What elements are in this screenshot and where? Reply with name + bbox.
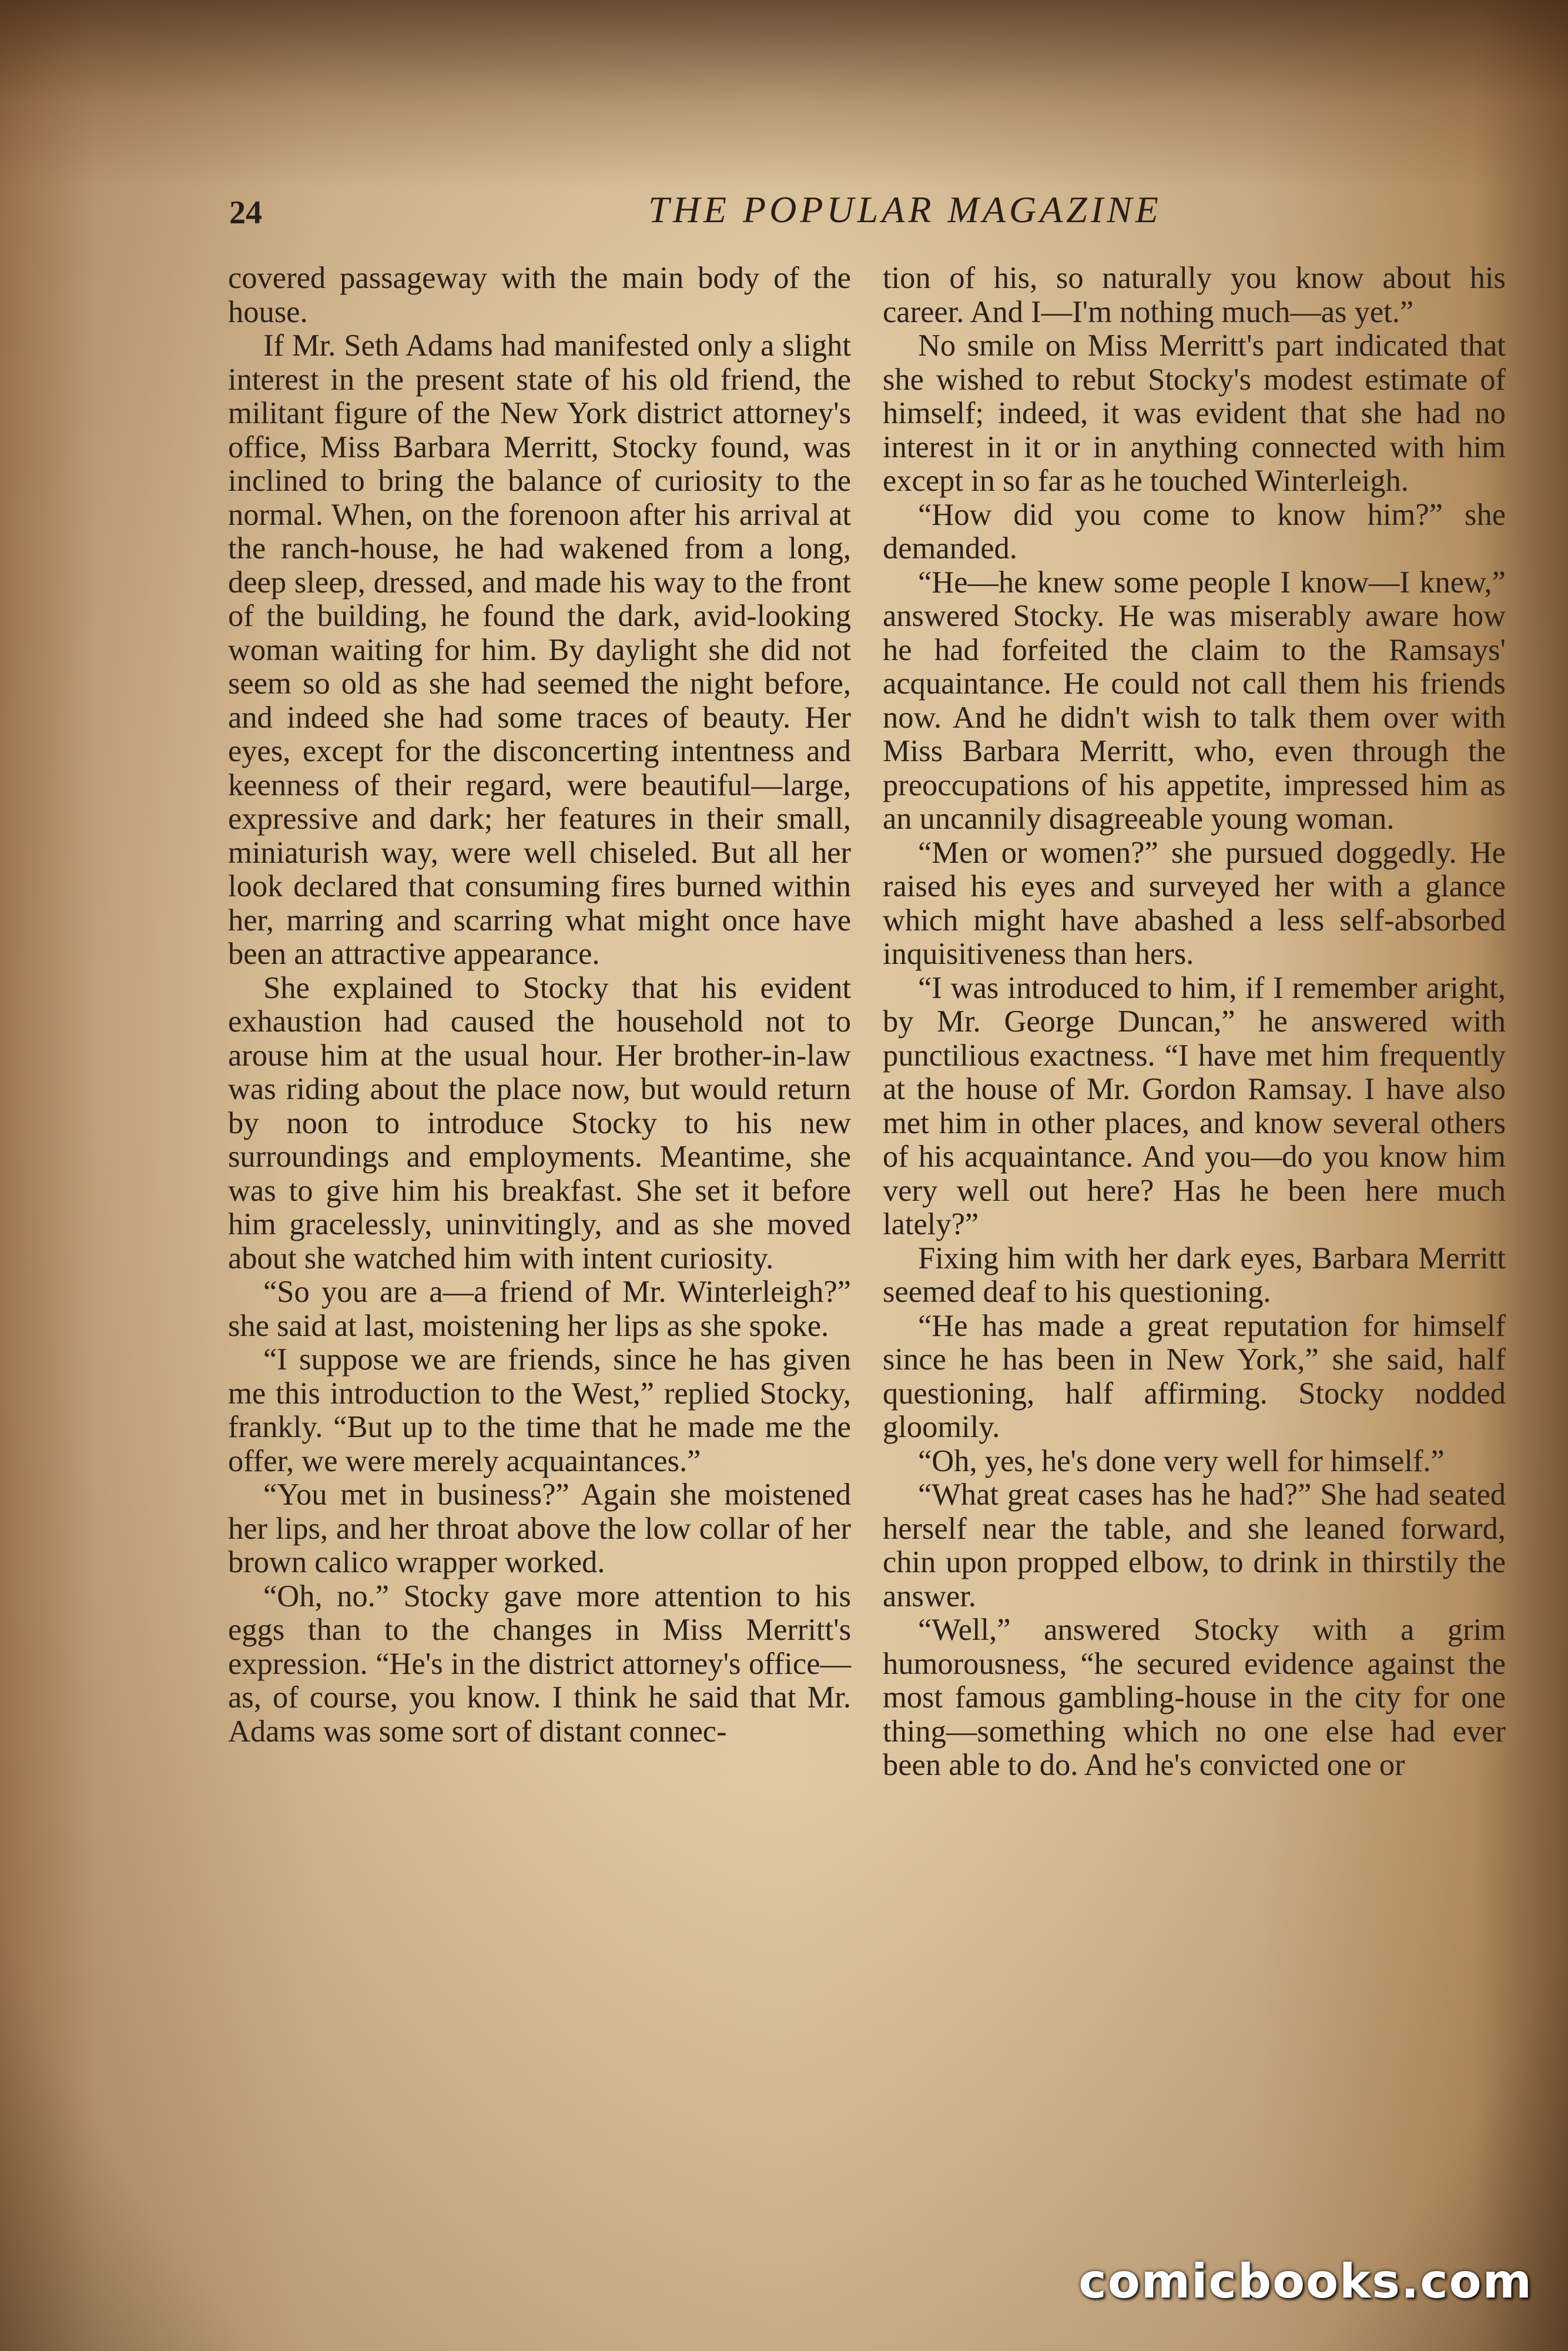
paragraph: covered passageway with the main body of the house. (228, 261, 851, 329)
paragraph: “Oh, yes, he's done very well for himself.” (918, 1444, 1445, 1478)
paragraph: “How did you come to know him?” she demanded. (883, 497, 1506, 565)
paragraph: “Well,” answered Stocky with a grim humorousness, “he secured evidence against the most famous gambling-house in the city for one thing—something which no one else had ever been able to do. And he's convicted one or (883, 1613, 1506, 1782)
paragraph: tion of his, so naturally you know about his career. And I—I'm nothing much—as yet.” (883, 261, 1506, 329)
paragraph: “You met in business?” Again she moistened her lips, and her throat above the low collar of her brown calico wrapper worked. (228, 1478, 851, 1579)
paragraph: No smile on Miss Merritt's part indicated that she wished to rebut Stocky's modest estimate of himself; indeed, it was evident that she had no interest in it or in anything connected with him except in so far as he touched Winterleigh. (883, 329, 1506, 498)
paragraph: She explained to Stocky that his evident exhaustion had caused the household not to arouse him at the usual hour. Her brother-in-law was riding about the place now, but would return by noon to introduce Stocky to his new surroundings and employments. Meantime, she was to give him his breakfast. She set it before him gracelessly, uninvitingly, and as she moved about she watched him with intent curiosity. (228, 970, 851, 1275)
paragraph: “Oh, no.” Stocky gave more attention to his eggs than to the changes in Miss Merritt's expression. “He's in the district attorney's office—as, of course, you know. I think he said that Mr. Adams was some sort of distant connec- (228, 1579, 851, 1749)
paragraph: “What great cases has he had?” She had seated herself near the table, and she leaned forward, chin upon propped elbow, to drink in thirstily the answer. (883, 1478, 1506, 1613)
paragraph: “I was introduced to him, if I remember aright, by Mr. George Duncan,” he answered with punctilious exactness. “I have met him frequently at the house of Mr. Gordon Ramsay. I have also met him in other places, and know several others of his acquaintance. And you—do you know him very well out here? Has he been here much lately?” (883, 970, 1506, 1241)
paragraph: “I suppose we are friends, since he has given me this introduction to the West,” replied Stocky, frankly. “But up to the time that he made me the offer, we were merely acquaintances.” (228, 1342, 851, 1478)
page-number: 24 (229, 195, 262, 231)
text-column-right (883, 262, 1506, 1783)
paragraph: “He—he knew some people I know—I knew,” answered Stocky. He was miserably aware how he had forfeited the claim to the Ramsays' acquaintance. He could not call them his friends now. And he didn't wish to talk them over with Miss Barbara Merritt, who, even through the preoccupations of his appetite, impressed him as an uncannily disagreeable young woman. (883, 565, 1506, 836)
page-header (229, 182, 1522, 253)
paragraph: “So you are a—a friend of Mr. Winterleigh?” she said at last, moistening her lips as she spoke. (228, 1275, 851, 1343)
watermark: comicbooks.com (1078, 2254, 1533, 2309)
paragraph: If Mr. Seth Adams had manifested only a slight interest in the present state of his old friend, the militant figure of the New York district attorney's office, Miss Barbara Merritt, Stocky found, was inclined to bring the balance of curiosity to the normal. When, on the forenoon after his arrival at the ranch-house, he had wakened from a long, deep sleep, dressed, and made his way to the front of the building, he found the dark, avid-looking woman waiting for him. By daylight she did not seem so old as she had seemed the night before, and indeed she had some traces of beauty. Her eyes, except for the disconcerting intentness and keenness of their regard, were beautiful—large, expressive and dark; her features in their small, miniaturish way, were well chiseled. But all her look declared that consuming fires burned within her, marring and scarring what might once have been an attractive appearance. (228, 329, 851, 971)
paragraph: “He has made a great reputation for himself since he has been in New York,” she said, half questioning, half affirming. Stocky nodded gloomily. (883, 1308, 1506, 1444)
page-edge-shadow (0, 0, 1568, 188)
text-column-left (228, 262, 851, 1749)
paragraph: “Men or women?” she pursued doggedly. He raised his eyes and surveyed her with a glance which might have abashed a less self-absorbed inquisitiveness than hers. (883, 835, 1506, 971)
running-title: THE POPULAR MAGAZINE (648, 189, 1162, 230)
paragraph: Fixing him with her dark eyes, Barbara Merritt seemed deaf to his questioning. (883, 1241, 1506, 1309)
